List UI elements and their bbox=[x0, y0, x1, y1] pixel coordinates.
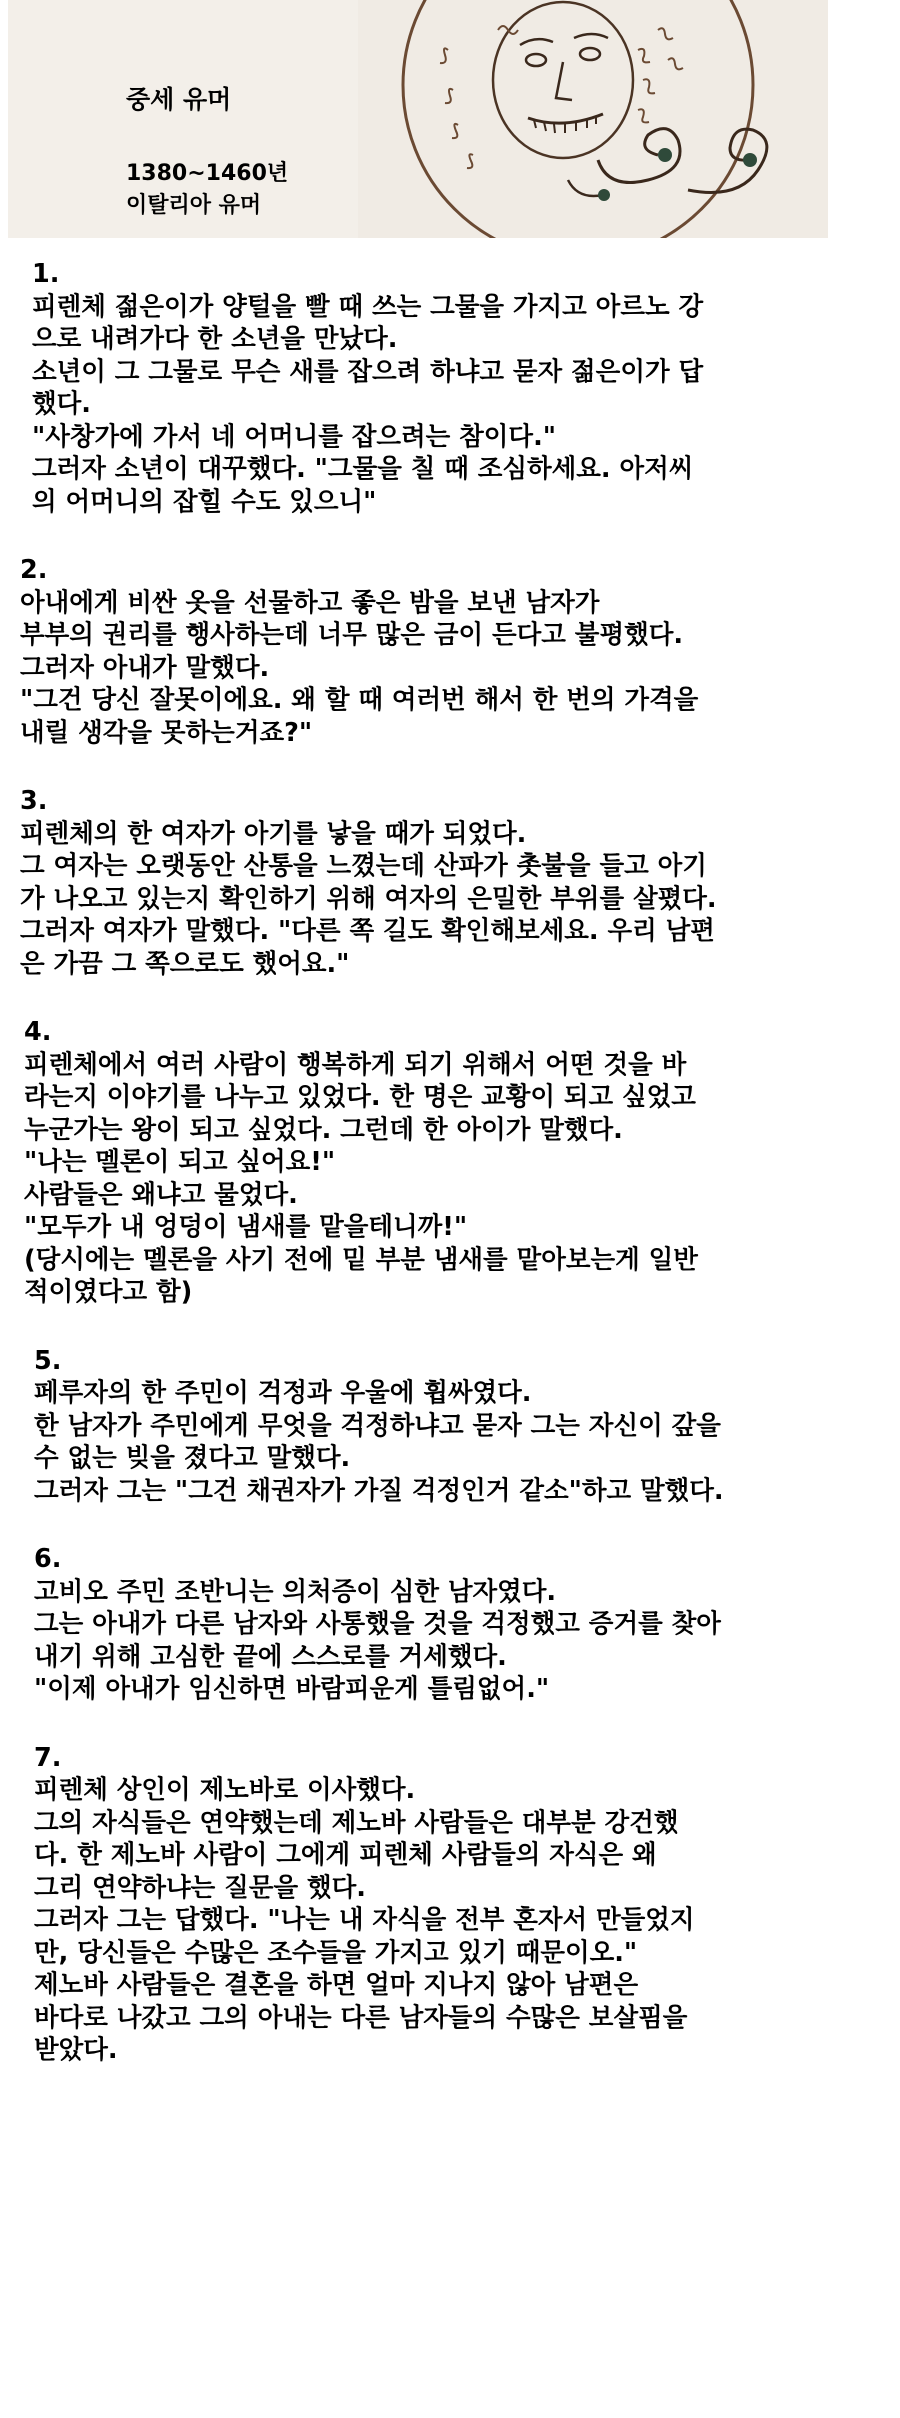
stories-list bbox=[0, 258, 900, 2103]
story-line: (당시에는 멜론을 사기 전에 밑 부분 냄새를 맡아보는게 일반 bbox=[24, 1244, 698, 1275]
story-line: 소년이 그 그물로 무슨 새를 잡으려 하냐고 묻자 젊은이가 답 bbox=[32, 356, 704, 387]
story-line: 그러자 그는 답했다. "나는 내 자식을 전부 혼자서 만들었지 bbox=[34, 1905, 695, 1935]
story-line: 부부의 권리를 행사하는데 너무 많은 금이 든다고 불평했다. bbox=[20, 620, 684, 650]
story-line: "그건 당신 잘못이에요. 왜 할 때 여러번 해서 한 번의 가격을 bbox=[20, 685, 699, 715]
story-line: 그는 아내가 다른 남자와 사통했을 것을 걱정했고 증거를 찾아 bbox=[34, 1609, 721, 1639]
story-line: 수 없는 빚을 졌다고 말했다. bbox=[34, 1443, 351, 1473]
story-line: 누군가는 왕이 되고 싶었다. 그런데 한 아이가 말했다. bbox=[24, 1114, 623, 1145]
story-line: 피렌체의 한 여자가 아기를 낳을 때가 되었다. bbox=[20, 818, 527, 849]
story-line: 한 남자가 주민에게 무엇을 걱정하냐고 묻자 그는 자신이 갚을 bbox=[34, 1410, 721, 1441]
header-years: 1380~1460년 bbox=[126, 161, 289, 186]
story-number: 5. bbox=[34, 1345, 62, 1376]
story-line: 바다로 나갔고 그의 아내는 다른 남자들의 수많은 보살핌을 bbox=[34, 2002, 688, 2033]
story-2 bbox=[0, 554, 900, 749]
story-7 bbox=[0, 1742, 900, 2067]
story-line: 받았다. bbox=[34, 2035, 118, 2065]
story-line: 내기 위해 고심한 끝에 스스로를 거세했다. bbox=[34, 1641, 507, 1672]
story-line: 적이였다고 함) bbox=[24, 1277, 193, 1307]
header-banner bbox=[8, 0, 828, 238]
header-title: 중세 유머 bbox=[126, 85, 232, 114]
story-line: 제노바 사람들은 결혼을 하면 얼마 지나지 않아 남편은 bbox=[34, 1970, 639, 2000]
story-line: 했다. bbox=[32, 389, 91, 419]
story-number: 1. bbox=[32, 259, 60, 289]
story-line: 그 여자는 오랫동안 산통을 느꼈는데 산파가 촛불을 들고 아기 bbox=[20, 851, 707, 881]
story-line: "모두가 내 엉덩이 냄새를 맡을테니까!" bbox=[24, 1212, 468, 1242]
story-line: 은 가끔 그 쪽으로도 했어요." bbox=[20, 948, 350, 979]
story-number: 4. bbox=[24, 1017, 52, 1047]
story-line: 사람들은 왜냐고 물었다. bbox=[24, 1179, 298, 1210]
story-6 bbox=[0, 1543, 900, 1706]
story-number: 2. bbox=[20, 555, 48, 585]
header-description: 이탈리아 유머 bbox=[126, 193, 262, 218]
story-1 bbox=[0, 258, 900, 518]
story-line: 고비오 주민 조반니는 의처증이 심한 남자였다. bbox=[34, 1576, 557, 1607]
story-line: 내릴 생각을 못하는거죠?" bbox=[20, 717, 313, 748]
story-line: 그러자 아내가 말했다. bbox=[20, 652, 270, 683]
story-line: 라는지 이야기를 나누고 있었다. 한 명은 교황이 되고 싶었고 bbox=[24, 1082, 696, 1112]
story-line: 피렌체 젊은이가 양털을 빨 때 쓰는 그물을 가지고 아르노 강 bbox=[32, 291, 704, 322]
story-number: 7. bbox=[34, 1742, 62, 1773]
story-line: 그리 연약하냐는 질문을 했다. bbox=[34, 1872, 366, 1903]
story-line: 그러자 여자가 말했다. "다른 쪽 길도 확인해보세요. 우리 남편 bbox=[20, 916, 715, 946]
story-line: "사창가에 가서 네 어머니를 잡으려는 참이다." bbox=[32, 421, 557, 452]
story-line: 페루자의 한 주민이 걱정과 우울에 휩싸였다. bbox=[34, 1378, 532, 1408]
story-line: 피렌체 상인이 제노바로 이사했다. bbox=[34, 1775, 416, 1805]
story-3 bbox=[0, 785, 900, 980]
story-line: "이제 아내가 임신하면 바람피운게 틀림없어." bbox=[34, 1674, 550, 1704]
story-line: 그러자 그는 "그건 채권자가 가질 걱정인거 같소"하고 말했다. bbox=[34, 1475, 724, 1506]
story-line: 그의 자식들은 연약했는데 제노바 사람들은 대부분 강건했 bbox=[34, 1807, 679, 1838]
story-line: 의 어머니의 잡힐 수도 있으니" bbox=[32, 486, 377, 517]
story-line: 다. 한 제노바 사람이 그에게 피렌체 사람들의 자식은 왜 bbox=[34, 1840, 657, 1870]
story-line: 그러자 소년이 대꾸했다. "그물을 칠 때 조심하세요. 아저씨 bbox=[32, 454, 694, 484]
story-4 bbox=[0, 1016, 900, 1309]
story-5 bbox=[0, 1345, 900, 1508]
story-number: 6. bbox=[34, 1544, 62, 1574]
story-line: 가 나오고 있는지 확인하기 위해 여자의 은밀한 부위를 살폈다. bbox=[20, 883, 717, 914]
story-line: 으로 내려가다 한 소년을 만났다. bbox=[32, 324, 398, 354]
story-line: 아내에게 비싼 옷을 선물하고 좋은 밤을 보낸 남자가 bbox=[20, 587, 600, 618]
story-line: 만, 당신들은 수많은 조수들을 가지고 있기 때문이오." bbox=[34, 1937, 638, 1968]
story-number: 3. bbox=[20, 786, 48, 816]
story-line: 피렌체에서 여러 사람이 행복하게 되기 위해서 어떤 것을 바 bbox=[24, 1049, 687, 1080]
story-line: "나는 멜론이 되고 싶어요!" bbox=[24, 1147, 336, 1177]
medieval-sun-face-illustration bbox=[358, 0, 828, 238]
